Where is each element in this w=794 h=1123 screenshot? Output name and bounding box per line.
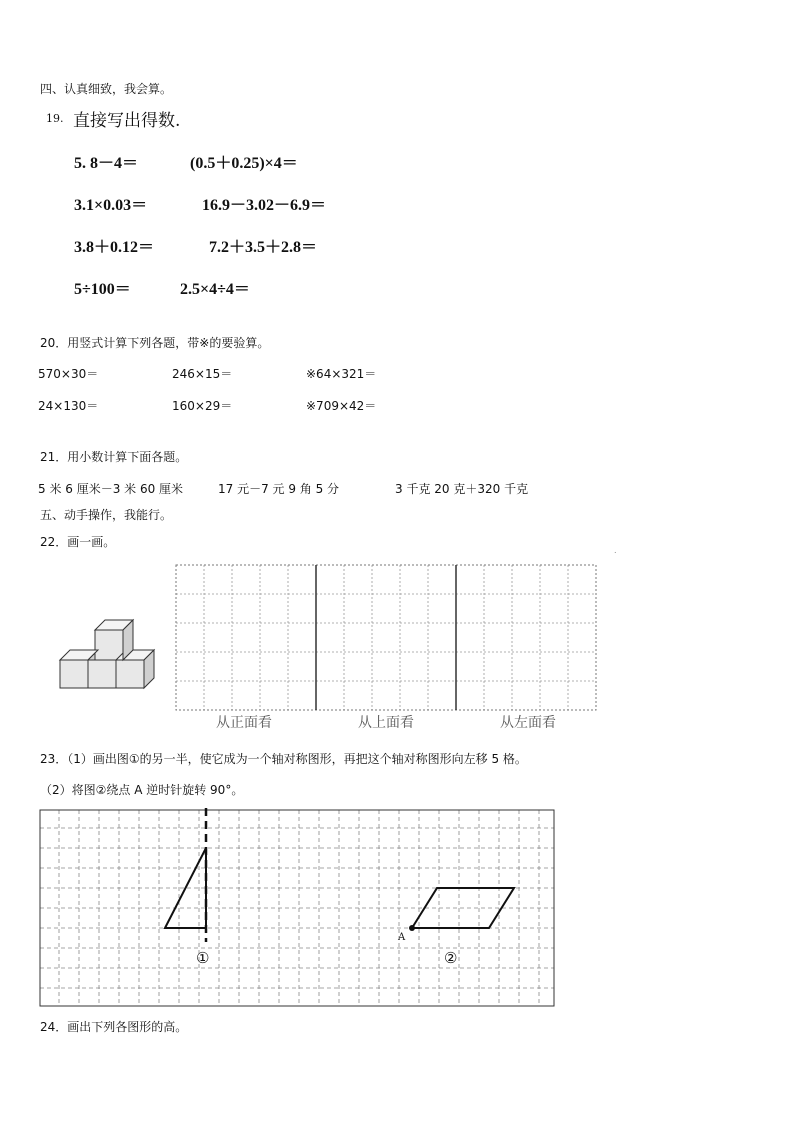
- q23-grid: [38, 808, 556, 1008]
- q20-item-3: ※64×321＝: [306, 367, 377, 381]
- q21-item-3: 3 千克 20 克＋320 千克: [395, 482, 529, 496]
- figure1-label: ①: [196, 949, 210, 967]
- q19-item-5: 3.8＋0.12＝: [74, 239, 155, 256]
- view-label-front: 从正面看: [216, 715, 272, 731]
- point-a-label: A: [398, 932, 406, 943]
- q24-title: 24．画出下列各图形的高。: [40, 1020, 188, 1034]
- q19-item-2: (0.5＋0.25)×4＝: [190, 155, 298, 172]
- section5-heading: 五、动手操作，我能行。: [40, 508, 173, 522]
- q19-item-4: 16.9－3.02－6.9＝: [202, 197, 327, 214]
- q19-title: 直接写出得数.: [73, 111, 181, 131]
- q20-title: 20．用竖式计算下列各题，带※的要验算。: [40, 336, 270, 350]
- q21-title: 21．用小数计算下面各题。: [40, 450, 188, 464]
- q21-item-1: 5 米 6 厘米－3 米 60 厘米: [38, 482, 184, 496]
- q19-item-8: 2.5×4÷4＝: [180, 281, 250, 298]
- q19-item-3: 3.1×0.03＝: [74, 197, 148, 214]
- q20-item-2: 246×15＝: [172, 367, 233, 381]
- q20-item-6: ※709×42＝: [306, 399, 377, 413]
- q20-item-5: 160×29＝: [172, 399, 233, 413]
- q20-item-1: 570×30＝: [38, 367, 99, 381]
- q19-item-7: 5÷100＝: [74, 281, 131, 298]
- q22-title: 22．画一画。: [40, 535, 116, 549]
- q22-view-grid: [174, 563, 598, 713]
- section4-heading: 四、认真细致，我会算。: [40, 82, 173, 96]
- q19-item-6: 7.2＋3.5＋2.8＝: [209, 239, 318, 256]
- cube-stack-figure: [55, 612, 165, 694]
- q20-item-4: 24×130＝: [38, 399, 99, 413]
- q21-item-2: 17 元－7 元 9 角 5 分: [218, 482, 340, 496]
- view-label-left: 从左面看: [500, 715, 556, 731]
- q19-item-1: 5. 8－4＝: [74, 155, 139, 172]
- q19-number: 19.: [46, 112, 64, 125]
- q23-line1: 23．（1）画出图①的另一半，使它成为一个轴对称图形，再把这个轴对称图形向左移 5 格。: [40, 752, 527, 766]
- figure2-label: ②: [444, 949, 458, 967]
- q23-line2: （2）将图②绕点 A 逆时针旋转 90°。: [40, 783, 244, 797]
- view-label-top: 从上面看: [358, 715, 414, 731]
- stray-dot: .: [614, 546, 617, 555]
